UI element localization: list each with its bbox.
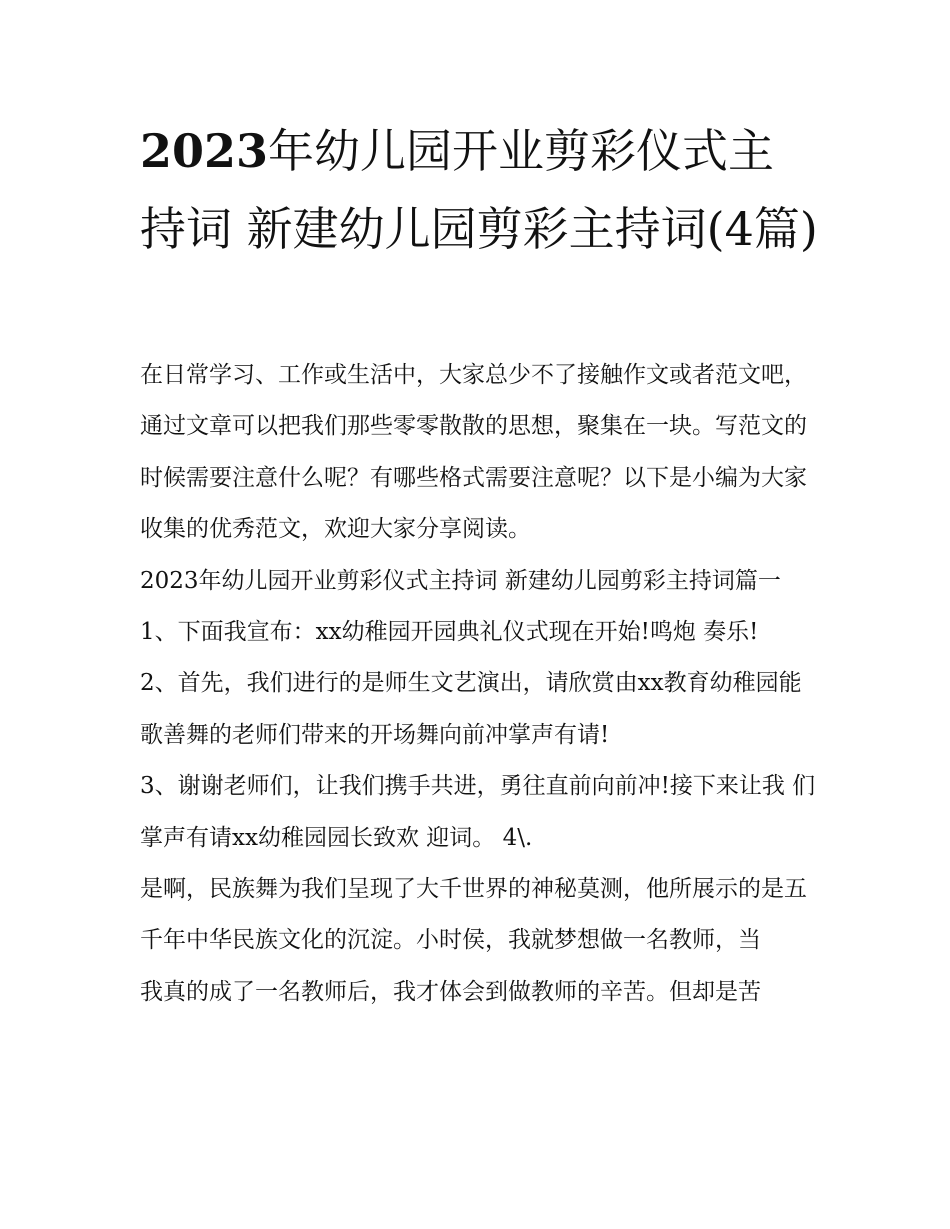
- paragraph-teacher: 我真的成了一名教师后，我才体会到做教师的辛苦。但却是苦: [140, 978, 761, 1005]
- document-body: [140, 350, 820, 1018]
- paragraph-dance: 是啊，民族舞为我们呈现了大千世界的神秘莫测，他所展示的是五千年中华民族文化的沉淀。小时侯，我就梦想做一名教师，当: [140, 876, 807, 954]
- paragraph-section-heading: 2023年幼儿园开业剪彩仪式主持词 新建幼儿园剪彩主持词篇一 1、下面我宣布：xx幼稚园开园典礼仪式现在开始!鸣炮 奏乐!: [140, 567, 781, 646]
- paragraph-item-3: 3、谢谢老师们，让我们携手共进，勇往直前向前冲!接下来让我 们掌声有请xx幼稚园园长致欢 迎词。 4\.: [140, 773, 816, 851]
- title-year: 2023: [140, 124, 269, 178]
- paragraph-item-2: 2、首先，我们进行的是师生文艺演出，请欣赏由xx教育幼稚园能歌善舞的老师们带来的开场舞向前冲掌声有请!: [140, 670, 802, 748]
- paragraph-intro: 在日常学习、工作或生活中，大家总少不了接触作文或者范文吧，通过文章可以把我们那些零零散散的思想，聚集在一块。写范文的时候需要注意什么呢？有哪些格式需要注意呢？以下是小编为大家收集的优秀范文，欢迎大家分享阅读。: [140, 362, 807, 543]
- document-title: [140, 112, 820, 268]
- title-text: 年幼儿园开业剪彩仪式主持词 新建幼儿园剪彩主持词(4篇): [140, 124, 818, 256]
